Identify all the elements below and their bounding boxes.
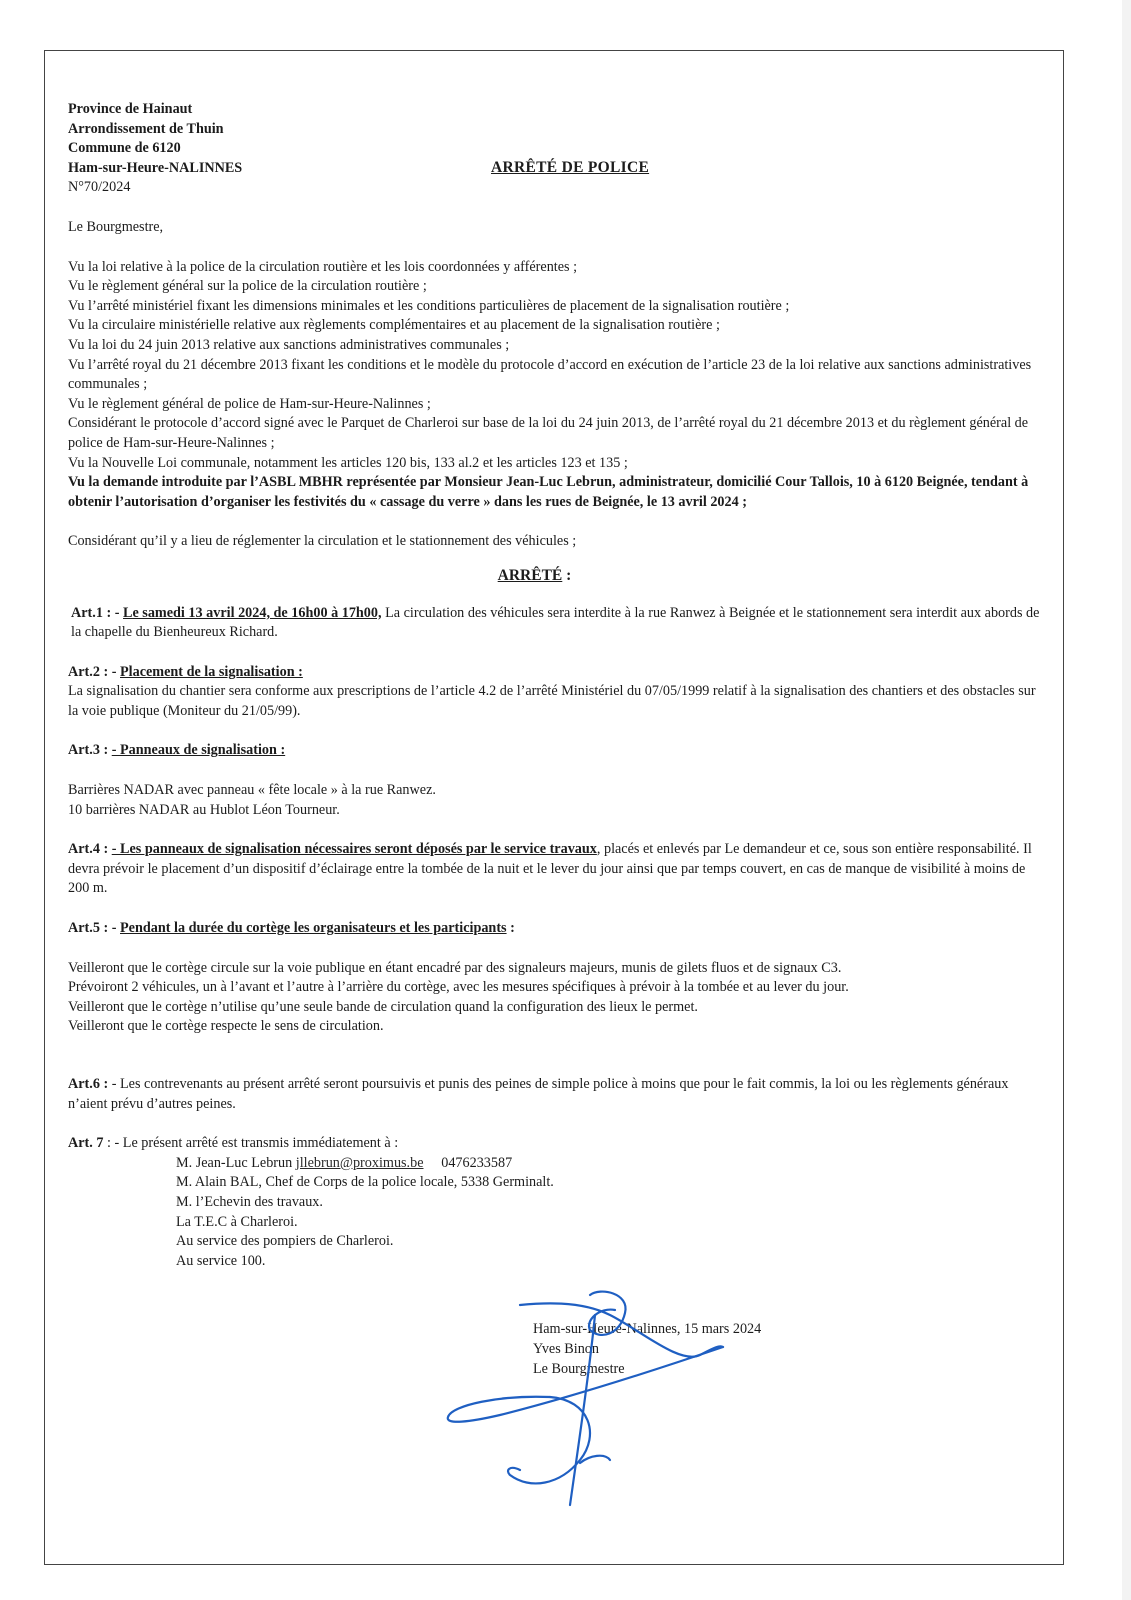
header-arrondissement: Arrondissement de Thuin <box>68 120 224 137</box>
recipient-item <box>68 1154 1043 1174</box>
preamble-line: Vu la Nouvelle Loi communale, notamment les articles 120 bis, 133 al.2 et les articles 123 et 135 ; <box>68 454 628 471</box>
article-1-label: Art.1 : - <box>71 604 123 621</box>
article-2 <box>68 663 1043 683</box>
document-title: ARRÊTÉ DE POLICE <box>491 159 650 176</box>
article-1 <box>68 604 1043 643</box>
article-4-text: , placés et enlevés par Le demandeur et ce, sous son entière responsabilité. Il devra prévoir le placement d’un dispositif d’éclairage entre la tombée de la nuit et le lever du jour ainsi que par temps couvert, en cas de manque de visibilité à moins de 200 m. <box>68 841 1032 897</box>
request-paragraph: Vu la demande introduite par l’ASBL MBHR représentée par Monsieur Jean-Luc Lebrun, administrateur, domicilié Cour Tallois, 10 à 6120 Beignée, tendant à obtenir l’autorisation d’organiser les festivités du « cassage du verre » dans les rues de Beignée, le 13 avril 2024 ; <box>68 474 1029 510</box>
article-5-label: Art.5 : - <box>68 920 120 937</box>
salutation: Le Bourgmestre, <box>68 219 164 235</box>
article-3-item: Barrières NADAR avec panneau « fête locale » à la rue Ranwez. <box>68 782 436 799</box>
document-body <box>68 100 1043 1271</box>
signature-place-date: Ham-sur-Heure-Nalinnes, 15 mars 2024 <box>533 1321 762 1337</box>
recipient-item: M. l’Echevin des travaux. <box>176 1193 323 1210</box>
article-5-colon: : <box>506 920 515 937</box>
recipient-item: M. Alain BAL, Chef de Corps de la police locale, 5338 Germinalt. <box>176 1174 554 1191</box>
header-province: Province de Hainaut <box>68 101 193 117</box>
header-city: Ham-sur-Heure-NALINNES <box>68 159 243 176</box>
article-3-item: 10 barrières NADAR au Hublot Léon Tourneur. <box>68 801 340 818</box>
article-2-title: Placement de la signalisation : <box>120 663 303 680</box>
recipient-1-email[interactable]: jllebrun@proximus.be <box>295 1154 424 1171</box>
article-6 <box>68 1075 1043 1114</box>
header-commune: Commune de 6120 <box>68 140 181 157</box>
signature-name: Yves Binon <box>533 1340 599 1357</box>
article-4-highlight: - Les panneaux de signalisation nécessaires seront déposés par le service travaux <box>111 841 597 858</box>
preamble-line: Vu la loi du 24 juin 2013 relative aux sanctions administratives communales ; <box>68 336 510 353</box>
preamble-line: Vu le règlement général de police de Ham-sur-Heure-Nalinnes ; <box>68 395 431 412</box>
article-5 <box>68 919 1043 939</box>
article-3-title: - Panneaux de signalisation : <box>111 742 286 759</box>
letterhead <box>68 100 1043 200</box>
decision-colon: : <box>562 566 572 584</box>
preamble-line: Considérant le protocole d’accord signé avec le Parquet de Charleroi sur base de la loi du 24 juin 2013, de l’arrêté royal du 21 décembre 2013 et du règlement général de police de Ham-sur-Heure-Nalinnes ; <box>68 415 1029 451</box>
decision-heading <box>68 566 1043 586</box>
article-2-label: Art.2 : - <box>68 663 120 680</box>
recipient-item: Au service des pompiers de Charleroi. <box>176 1233 394 1250</box>
article-6-text: - Les contrevenants au présent arrêté seront poursuivis et punis des peines de simple police à moins que pour le fait commis, la loi ou les règlements généraux n’aient prévu d’autres peines. <box>68 1076 1009 1112</box>
handwritten-signature <box>440 1285 740 1515</box>
article-5-item: Veilleront que le cortège circule sur la voie publique en étant encadré par des signaleurs majeurs, munis de gilets fluos et de signaux C3. <box>68 959 842 976</box>
decision-title: ARRÊTÉ <box>497 566 563 584</box>
recipient-1-name: M. Jean-Luc Lebrun <box>176 1154 296 1171</box>
preamble-line: Vu la circulaire ministérielle relative aux règlements complémentaires et au placement de la signalisation routière ; <box>68 317 720 334</box>
article-4 <box>68 840 1043 899</box>
article-5-item: Prévoiront 2 véhicules, un à l’avant et l’autre à l’arrière du cortège, avec les mesures spécifiques à prévoir à la tombée et au lever du jour. <box>68 979 849 996</box>
preamble-line: Vu le règlement général sur la police de la circulation routière ; <box>68 278 427 295</box>
recipient-1-phone: 0476233587 <box>441 1154 513 1171</box>
article-2-text: La signalisation du chantier sera conforme aux prescriptions de l’article 4.2 de l’arrêté Ministériel du 07/05/1999 relatif à la signalisation des chantiers et des obstacles sur la voie publique (Moniteur du 21/05/99). <box>68 683 1036 719</box>
preamble-line: Vu l’arrêté ministériel fixant les dimensions minimales et les conditions particulières de placement de la signalisation routière ; <box>68 297 790 314</box>
article-3 <box>68 741 1043 761</box>
recipient-list <box>68 1154 1043 1272</box>
preamble <box>68 258 1043 513</box>
article-1-text: La circulation des véhicules sera interdite à la rue Ranwez à Beignée et le stationnement sera interdit aux abords de la chapelle du Bienheureux Richard. <box>71 604 1040 641</box>
considering-paragraph: Considérant qu’il y a lieu de réglementer la circulation et le stationnement des véhicules ; <box>68 533 577 550</box>
article-3-label: Art.3 : <box>68 742 112 759</box>
preamble-line: Vu l’arrêté royal du 21 décembre 2013 fixant les conditions et le modèle du protocole d’accord en exécution de l’article 23 de la loi relative aux sanctions administratives communales ; <box>68 356 1032 393</box>
article-1-date: Le samedi 13 avril 2024, de 16h00 à 17h00, <box>123 604 382 621</box>
recipient-item: Au service 100. <box>176 1252 266 1269</box>
signature-role: Le Bourgmestre <box>533 1360 625 1377</box>
article-7 <box>68 1134 1043 1154</box>
preamble-line: Vu la loi relative à la police de la circulation routière et les lois coordonnées y afférentes ; <box>68 258 578 275</box>
article-5-item: Veilleront que le cortège n’utilise qu’une seule bande de circulation quand la configuration des lieux le permet. <box>68 998 698 1015</box>
recipient-item: La T.E.C à Charleroi. <box>176 1213 298 1230</box>
article-5-item: Veilleront que le cortège respecte le sens de circulation. <box>68 1018 384 1035</box>
article-6-label: Art.6 : <box>68 1076 109 1092</box>
article-4-label: Art.4 : <box>68 841 112 858</box>
article-7-label: Art. 7 <box>68 1135 104 1152</box>
article-5-title: Pendant la durée du cortège les organisateurs et les participants <box>120 920 507 937</box>
decree-number: N°70/2024 <box>68 179 131 196</box>
article-7-text: : - Le présent arrêté est transmis immédiatement à : <box>103 1135 399 1152</box>
